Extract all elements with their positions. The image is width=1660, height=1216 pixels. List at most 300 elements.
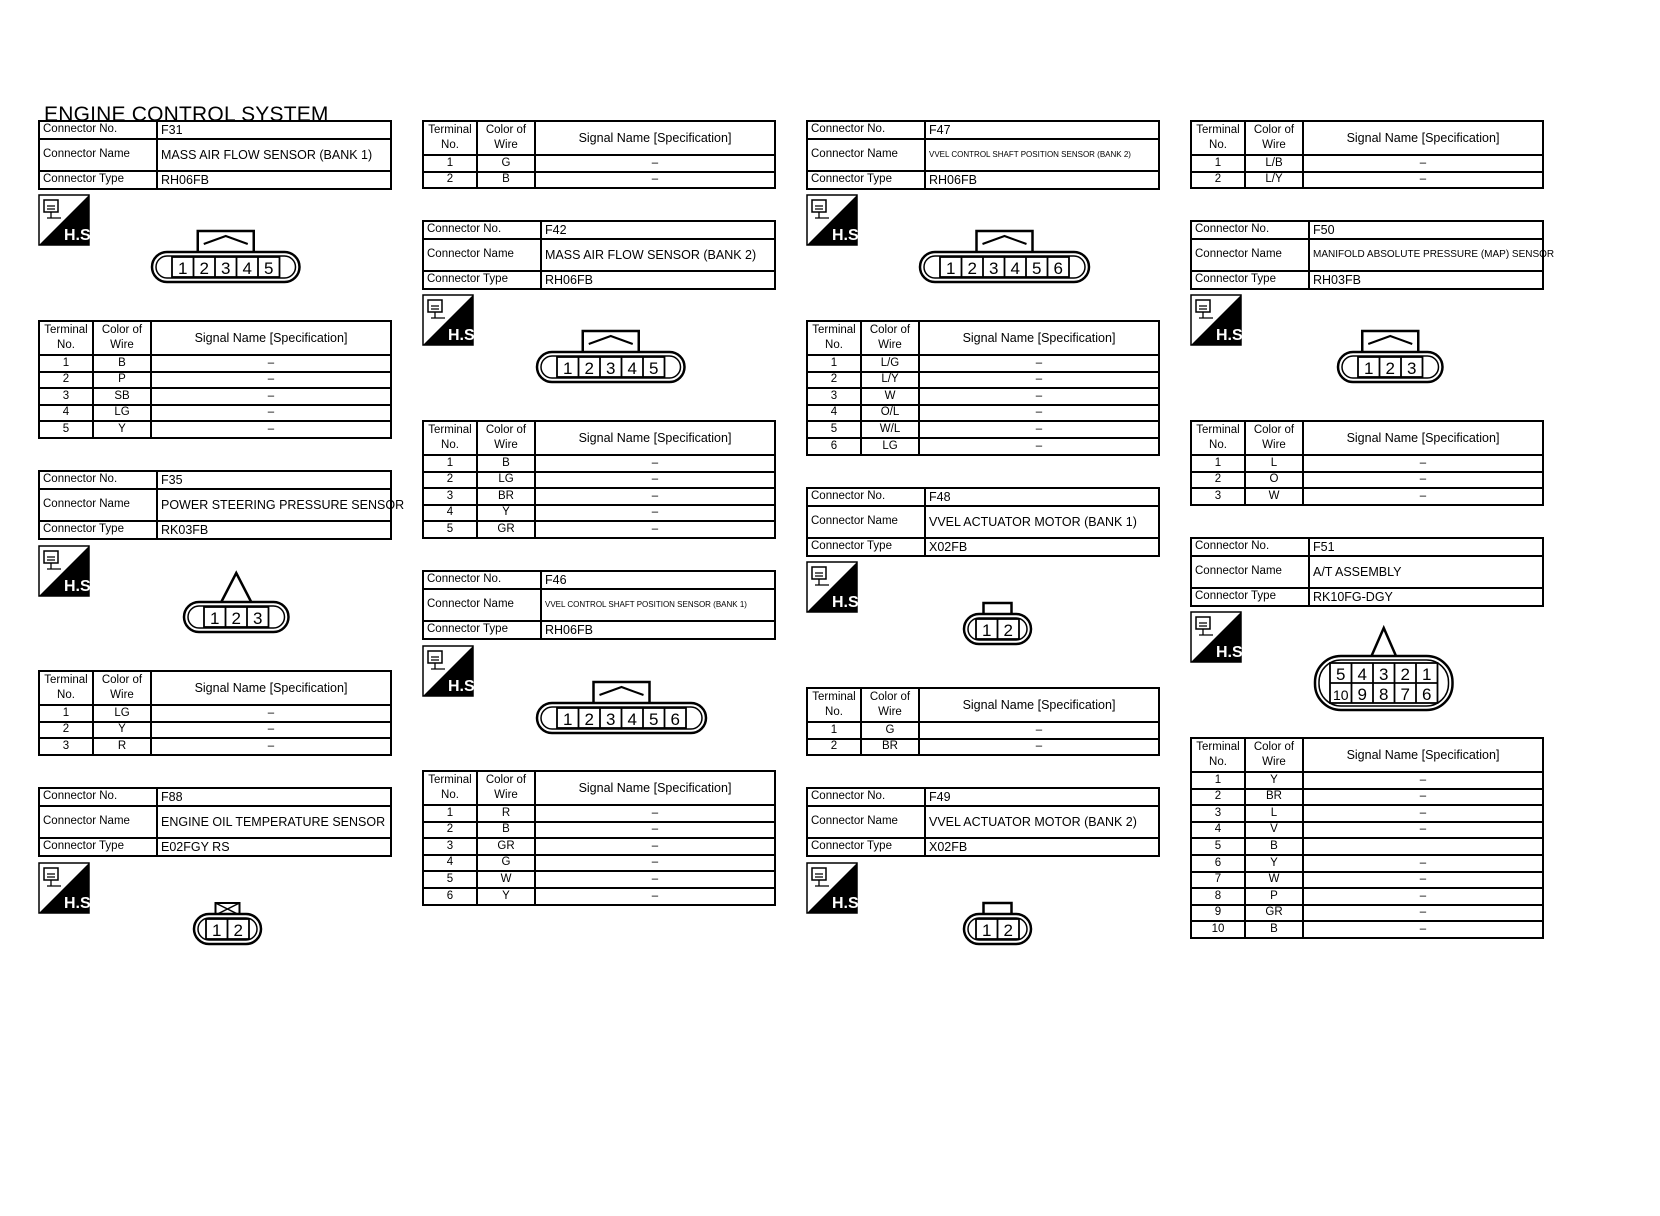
terminal-no-cell: 3: [1191, 488, 1245, 505]
signal-name-cell: –: [1303, 488, 1543, 505]
color-of-wire-header: Color of Wire: [93, 671, 151, 705]
terminal-table-f47: [806, 320, 1160, 456]
wire-color-cell: G: [477, 855, 535, 872]
connector-name-label: Connector Name: [1191, 556, 1309, 588]
connector-no-label: Connector No.: [423, 571, 541, 589]
table-row: [1191, 822, 1543, 839]
wire-color-cell: B: [477, 822, 535, 839]
connector-type-value: RK03FB: [157, 521, 391, 539]
wire-color-cell: B: [477, 172, 535, 189]
color-of-wire-header: Color of Wire: [477, 771, 535, 805]
terminal-no-cell: 2: [1191, 172, 1245, 189]
wire-color-cell: V: [1245, 822, 1303, 839]
table-row: [807, 355, 1159, 372]
table-row: [423, 521, 775, 538]
terminal-no-cell: 6: [807, 438, 861, 455]
terminal-no-cell: 2: [807, 739, 861, 756]
signal-name-cell: –: [919, 722, 1159, 739]
hs-label: H.S.: [448, 678, 480, 695]
connector-no-label: Connector No.: [39, 788, 157, 806]
table-row: [39, 705, 391, 722]
signal-name-cell: –: [151, 355, 391, 372]
signal-name-header: Signal Name [Specification]: [1303, 421, 1543, 455]
signal-name-cell: –: [535, 888, 775, 905]
connector-no-value: F35: [157, 471, 391, 489]
connector-info-f88: [38, 787, 392, 857]
table-row: [423, 472, 775, 489]
signal-name-cell: –: [535, 505, 775, 522]
hs-icon: [1190, 294, 1248, 346]
terminal-no-cell: 4: [423, 855, 477, 872]
signal-name-cell: –: [535, 822, 775, 839]
connector-type-label: Connector Type: [39, 171, 157, 189]
terminal-no-cell: 2: [1191, 472, 1245, 489]
connector-no-value: F31: [157, 121, 391, 139]
pin-number: 2: [967, 259, 977, 278]
pin-number: 2: [584, 359, 594, 378]
signal-name-cell: –: [1303, 855, 1543, 872]
connector-type-value: RH06FB: [925, 171, 1159, 189]
signal-name-cell: –: [1303, 805, 1543, 822]
table-row: [423, 488, 775, 505]
wire-color-cell: W: [861, 388, 919, 405]
terminal-no-header: Terminal No.: [39, 671, 93, 705]
wire-color-cell: L: [1245, 805, 1303, 822]
signal-name-cell: –: [1303, 155, 1543, 172]
connector-no-label: Connector No.: [807, 788, 925, 806]
connector-info-f47: [806, 120, 1160, 190]
terminal-table-f35: [38, 670, 392, 756]
connector-name-label: Connector Name: [39, 806, 157, 838]
signal-name-cell: –: [919, 438, 1159, 455]
wire-color-cell: LG: [93, 705, 151, 722]
pin-number: 4: [1357, 665, 1367, 684]
table-row: [423, 888, 775, 905]
connector-info-f49: [806, 787, 1160, 857]
table-row: [1191, 455, 1543, 472]
signal-name-cell: –: [535, 155, 775, 172]
table-row: [1191, 789, 1543, 806]
signal-name-cell: –: [535, 805, 775, 822]
terminal-no-cell: 4: [423, 505, 477, 522]
signal-name-cell: –: [1303, 888, 1543, 905]
pin-number: 3: [253, 609, 263, 628]
wire-color-cell: L/B: [1245, 155, 1303, 172]
hs-label: H.S.: [832, 594, 864, 611]
connector-name-value: MANIFOLD ABSOLUTE PRESSURE (MAP) SENSOR: [1309, 239, 1543, 271]
wire-color-cell: O: [1245, 472, 1303, 489]
signal-name-cell: –: [535, 472, 775, 489]
wire-color-cell: B: [1245, 838, 1303, 855]
terminal-no-cell: 4: [807, 405, 861, 422]
signal-name-cell: –: [1303, 455, 1543, 472]
connector-face-f47: [918, 228, 1091, 291]
terminal-table-f31: [38, 320, 392, 439]
terminal-no-cell: 5: [1191, 838, 1245, 855]
connector-info-f50: [1190, 220, 1555, 290]
connector-info-f35: [38, 470, 405, 540]
terminal-no-cell: 2: [1191, 789, 1245, 806]
terminal-no-cell: 8: [1191, 888, 1245, 905]
hs-label: H.S.: [832, 895, 864, 912]
connector-no-label: Connector No.: [423, 221, 541, 239]
wire-color-cell: GR: [477, 838, 535, 855]
pin-number: 1: [946, 259, 956, 278]
terminal-no-cell: 5: [807, 421, 861, 438]
pin-number: 3: [606, 359, 616, 378]
hs-icon: [38, 545, 96, 597]
signal-name-cell: –: [919, 372, 1159, 389]
connector-name-label: Connector Name: [423, 589, 541, 621]
terminal-table-f50: [1190, 420, 1544, 506]
terminal-no-cell: 9: [1191, 905, 1245, 922]
signal-name-cell: –: [535, 172, 775, 189]
wire-color-cell: P: [1245, 888, 1303, 905]
terminal-no-header: Terminal No.: [1191, 421, 1245, 455]
hs-icon: [38, 862, 96, 914]
connector-no-label: Connector No.: [39, 121, 157, 139]
table-row: [1191, 488, 1543, 505]
table-row: [39, 421, 391, 438]
signal-name-cell: –: [919, 739, 1159, 756]
connector-name-label: Connector Name: [39, 489, 157, 521]
hs-icon: [422, 645, 480, 697]
signal-name-cell: –: [151, 738, 391, 755]
wire-color-cell: BR: [861, 739, 919, 756]
table-row: [807, 372, 1159, 389]
pin-number: 2: [1003, 621, 1013, 640]
signal-name-cell: –: [919, 421, 1159, 438]
terminal-no-header: Terminal No.: [807, 688, 861, 722]
pin-number: 5: [264, 259, 274, 278]
connector-type-value: E02FGY RS: [157, 838, 391, 856]
terminal-no-cell: 1: [423, 155, 477, 172]
hs-label: H.S.: [1216, 644, 1248, 661]
table-row: [1191, 905, 1543, 922]
table-row: [423, 822, 775, 839]
wire-color-cell: LG: [861, 438, 919, 455]
hs-label: H.S.: [832, 227, 864, 244]
pin-number: 2: [231, 609, 241, 628]
signal-name-header: Signal Name [Specification]: [535, 421, 775, 455]
wire-color-cell: B: [477, 455, 535, 472]
hs-icon: [806, 194, 864, 246]
connector-face-f88: [192, 900, 263, 953]
pin-number: 1: [212, 921, 222, 940]
pin-number: 4: [627, 359, 637, 378]
signal-name-cell: –: [919, 405, 1159, 422]
terminal-no-cell: 1: [1191, 455, 1245, 472]
terminal-no-cell: 3: [423, 838, 477, 855]
terminal-table-f51: [1190, 737, 1544, 939]
connector-name-value: MASS AIR FLOW SENSOR (BANK 2): [541, 239, 775, 271]
terminal-no-header: Terminal No.: [39, 321, 93, 355]
connector-type-label: Connector Type: [423, 621, 541, 639]
table-row: [39, 738, 391, 755]
signal-name-cell: –: [1303, 472, 1543, 489]
wire-color-cell: R: [477, 805, 535, 822]
terminal-no-cell: 2: [423, 472, 477, 489]
table-row: [39, 388, 391, 405]
connector-type-value: X02FB: [925, 838, 1159, 856]
hs-label: H.S.: [64, 895, 96, 912]
terminal-no-cell: 1: [39, 355, 93, 372]
color-of-wire-header: Color of Wire: [861, 321, 919, 355]
signal-name-cell: –: [919, 355, 1159, 372]
hs-label: H.S.: [448, 327, 480, 344]
wire-color-cell: Y: [1245, 772, 1303, 789]
connector-info-f31: [38, 120, 392, 190]
terminal-no-header: Terminal No.: [807, 321, 861, 355]
connector-info-f48: [806, 487, 1160, 557]
terminal-no-header: Terminal No.: [1191, 121, 1245, 155]
pin-number: 1: [178, 259, 188, 278]
connector-name-label: Connector Name: [1191, 239, 1309, 271]
connector-name-value: ENGINE OIL TEMPERATURE SENSOR: [157, 806, 391, 838]
connector-type-value: RH06FB: [157, 171, 391, 189]
connector-type-value: RH03FB: [1309, 271, 1543, 289]
terminal-no-cell: 4: [39, 405, 93, 422]
pin-number: 6: [1422, 685, 1432, 704]
pin-number: 5: [649, 359, 659, 378]
wire-color-cell: P: [93, 372, 151, 389]
terminal-no-header: Terminal No.: [423, 421, 477, 455]
terminal-no-cell: 1: [807, 722, 861, 739]
terminal-no-cell: 7: [1191, 872, 1245, 889]
wire-color-cell: Y: [93, 722, 151, 739]
table-row: [807, 739, 1159, 756]
hs-icon: [806, 561, 864, 613]
pin-number: 2: [233, 921, 243, 940]
connector-name-label: Connector Name: [807, 806, 925, 838]
wire-color-cell: Y: [1245, 855, 1303, 872]
hs-icon: [422, 294, 480, 346]
terminal-table-top: [422, 120, 776, 189]
connector-no-value: F46: [541, 571, 775, 589]
pin-number: 1: [982, 621, 992, 640]
color-of-wire-header: Color of Wire: [861, 688, 919, 722]
hs-icon: [1190, 611, 1248, 663]
connector-face-f35: [182, 570, 291, 641]
table-row: [1191, 805, 1543, 822]
terminal-no-cell: 3: [807, 388, 861, 405]
pin-number: 5: [649, 710, 659, 729]
connector-name-label: Connector Name: [423, 239, 541, 271]
connector-name-label: Connector Name: [39, 139, 157, 171]
connector-type-label: Connector Type: [807, 171, 925, 189]
table-row: [807, 421, 1159, 438]
page-title: ENGINE CONTROL SYSTEM: [44, 103, 329, 126]
signal-name-cell: –: [535, 488, 775, 505]
wire-color-cell: LG: [93, 405, 151, 422]
signal-name-cell: –: [1303, 905, 1543, 922]
color-of-wire-header: Color of Wire: [477, 421, 535, 455]
color-of-wire-header: Color of Wire: [93, 321, 151, 355]
signal-name-cell: –: [1303, 822, 1543, 839]
wire-color-cell: GR: [1245, 905, 1303, 922]
pin-number: 7: [1400, 685, 1410, 704]
wire-color-cell: W: [1245, 872, 1303, 889]
table-row: [1191, 172, 1543, 189]
wire-color-cell: L/Y: [1245, 172, 1303, 189]
table-row: [423, 505, 775, 522]
pin-number: 5: [1336, 665, 1346, 684]
table-row: [423, 172, 775, 189]
terminal-table-f46: [422, 770, 776, 906]
terminal-no-cell: 1: [1191, 155, 1245, 172]
signal-name-cell: –: [535, 455, 775, 472]
hs-label: H.S.: [64, 578, 96, 595]
pin-number: 6: [1053, 259, 1063, 278]
wire-color-cell: R: [93, 738, 151, 755]
connector-no-label: Connector No.: [1191, 538, 1309, 556]
wire-color-cell: W: [477, 871, 535, 888]
terminal-no-cell: 5: [423, 521, 477, 538]
pin-number: 1: [563, 359, 573, 378]
terminal-no-cell: 1: [423, 455, 477, 472]
signal-name-cell: –: [535, 855, 775, 872]
wire-color-cell: LG: [477, 472, 535, 489]
pin-number: 1: [982, 921, 992, 940]
signal-name-cell: [1303, 838, 1543, 855]
connector-no-value: F51: [1309, 538, 1543, 556]
connector-no-value: F50: [1309, 221, 1543, 239]
wire-color-cell: Y: [477, 888, 535, 905]
signal-name-cell: –: [151, 405, 391, 422]
connector-name-value: VVEL CONTROL SHAFT POSITION SENSOR (BANK 2): [925, 139, 1159, 171]
signal-name-cell: –: [535, 838, 775, 855]
connector-type-value: X02FB: [925, 538, 1159, 556]
pin-number: 2: [1385, 359, 1395, 378]
table-row: [1191, 155, 1543, 172]
pin-number: 3: [606, 710, 616, 729]
terminal-no-cell: 3: [39, 388, 93, 405]
connector-type-value: RH06FB: [541, 271, 775, 289]
wire-color-cell: G: [861, 722, 919, 739]
pin-number: 10: [1332, 687, 1349, 703]
hs-icon: [806, 862, 864, 914]
signal-name-cell: –: [1303, 872, 1543, 889]
signal-name-cell: –: [151, 421, 391, 438]
connector-type-label: Connector Type: [39, 838, 157, 856]
pin-number: 3: [1379, 665, 1389, 684]
hs-label: H.S.: [64, 227, 96, 244]
hs-icon: [38, 194, 96, 246]
color-of-wire-header: Color of Wire: [477, 121, 535, 155]
connector-face-f31: [150, 228, 302, 291]
connector-no-value: F42: [541, 221, 775, 239]
signal-name-header: Signal Name [Specification]: [1303, 738, 1543, 772]
pin-number: 2: [1003, 921, 1013, 940]
terminal-no-cell: 6: [423, 888, 477, 905]
signal-name-cell: –: [1303, 921, 1543, 938]
connector-face-f46: [535, 679, 708, 742]
connector-type-label: Connector Type: [423, 271, 541, 289]
signal-name-header: Signal Name [Specification]: [151, 671, 391, 705]
signal-name-header: Signal Name [Specification]: [919, 688, 1159, 722]
pin-number: 1: [1364, 359, 1374, 378]
pin-number: 4: [242, 259, 252, 278]
terminal-no-header: Terminal No.: [1191, 738, 1245, 772]
table-row: [423, 855, 775, 872]
pin-number: 2: [584, 710, 594, 729]
connector-face-f48: [962, 600, 1033, 653]
connector-info-f51: [1190, 537, 1544, 607]
table-row: [423, 871, 775, 888]
table-row: [807, 388, 1159, 405]
wire-color-cell: L/G: [861, 355, 919, 372]
connector-face-f49: [962, 900, 1033, 953]
terminal-no-header: Terminal No.: [423, 771, 477, 805]
table-row: [1191, 772, 1543, 789]
wire-color-cell: B: [93, 355, 151, 372]
connector-no-label: Connector No.: [1191, 221, 1309, 239]
table-row: [807, 438, 1159, 455]
connector-no-label: Connector No.: [807, 121, 925, 139]
wire-color-cell: W/L: [861, 421, 919, 438]
color-of-wire-header: Color of Wire: [1245, 421, 1303, 455]
table-row: [1191, 921, 1543, 938]
connector-no-value: F48: [925, 488, 1159, 506]
terminal-no-cell: 2: [807, 372, 861, 389]
table-row: [1191, 855, 1543, 872]
terminal-no-cell: 1: [423, 805, 477, 822]
wire-color-cell: Y: [477, 505, 535, 522]
signal-name-cell: –: [1303, 172, 1543, 189]
connector-type-value: RK10FG-DGY: [1309, 588, 1543, 606]
table-row: [1191, 838, 1543, 855]
signal-name-cell: –: [151, 388, 391, 405]
connector-face-f50: [1336, 328, 1445, 391]
terminal-no-cell: 2: [423, 172, 477, 189]
wire-color-cell: L: [1245, 455, 1303, 472]
connector-no-value: F49: [925, 788, 1159, 806]
terminal-no-cell: 4: [1191, 822, 1245, 839]
signal-name-cell: –: [535, 871, 775, 888]
signal-name-cell: –: [151, 722, 391, 739]
terminal-no-cell: 5: [423, 871, 477, 888]
pin-number: 1: [563, 710, 573, 729]
hs-label: H.S.: [1216, 327, 1248, 344]
connector-type-label: Connector Type: [1191, 588, 1309, 606]
terminal-no-cell: 3: [39, 738, 93, 755]
connector-no-label: Connector No.: [39, 471, 157, 489]
signal-name-header: Signal Name [Specification]: [151, 321, 391, 355]
connector-name-value: VVEL ACTUATOR MOTOR (BANK 1): [925, 506, 1159, 538]
pin-number: 1: [210, 609, 220, 628]
connector-no-value: F47: [925, 121, 1159, 139]
table-row: [1191, 872, 1543, 889]
pin-number: 2: [1400, 665, 1410, 684]
connector-type-label: Connector Type: [807, 538, 925, 556]
terminal-table-f48: [806, 687, 1160, 756]
connector-no-label: Connector No.: [807, 488, 925, 506]
table-row: [1191, 472, 1543, 489]
wire-color-cell: B: [1245, 921, 1303, 938]
terminal-table-top-right: [1190, 120, 1544, 189]
connector-info-f42: [422, 220, 776, 290]
terminal-no-cell: 10: [1191, 921, 1245, 938]
connector-name-value: MASS AIR FLOW SENSOR (BANK 1): [157, 139, 391, 171]
table-row: [39, 355, 391, 372]
table-row: [39, 405, 391, 422]
terminal-no-cell: 1: [807, 355, 861, 372]
pin-number: 4: [1010, 259, 1020, 278]
connector-type-label: Connector Type: [807, 838, 925, 856]
terminal-no-cell: 5: [39, 421, 93, 438]
signal-name-cell: –: [919, 388, 1159, 405]
pin-number: 1: [1422, 665, 1432, 684]
